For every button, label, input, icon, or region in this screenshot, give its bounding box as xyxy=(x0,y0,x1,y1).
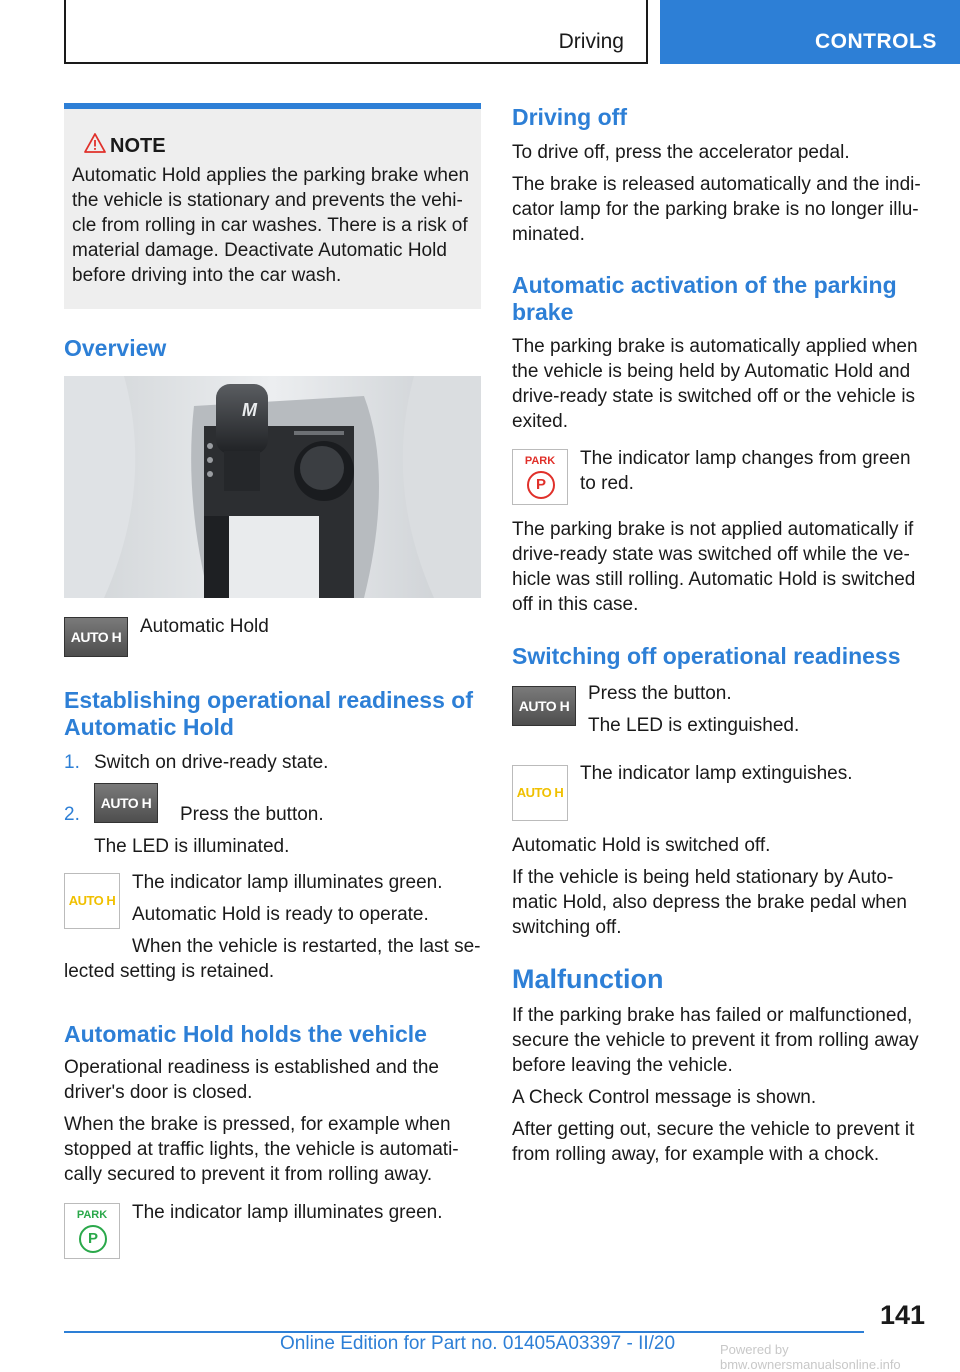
malfunction-paragraph-1: If the parking brake has failed or malfunctioned, secure the vehicle to prevent it from rolling away before leaving the vehicle. xyxy=(512,1005,919,1076)
malfunction-heading: Malfunction xyxy=(512,964,664,994)
auto-h-button-icon: AUTO H xyxy=(64,617,128,657)
park-indicator-lamp-icon xyxy=(64,1203,120,1259)
driving-off-heading: Driving off xyxy=(512,104,627,130)
led-illuminated-text: The LED is illuminated. xyxy=(94,836,290,857)
establishing-heading: Establishing operational readiness of Automatic Hold xyxy=(64,687,473,740)
restart-text-line1: When the vehicle is restarted, the last se- xyxy=(132,936,481,957)
park-lamp-symbol: P xyxy=(527,471,555,499)
note-body: Automatic Hold applies the parking brake when the vehicle is stationary and prevents the vehi-cle from rolling in car washes. There is a risk of material damage. Deactivate Automatic Hold before driving into the car wash. xyxy=(72,165,470,286)
footer-watermark: Powered by bmw.ownersmanualsonline.info xyxy=(720,1342,901,1372)
footer-edition: Online Edition for Part no. 01405A03397 - II/20 xyxy=(280,1333,676,1354)
step-2-text: Press the button. xyxy=(180,804,324,825)
auto-h-button-icon: AUTO H xyxy=(512,686,576,726)
overview-heading: Overview xyxy=(64,335,167,361)
lamp-green-text: The indicator lamp illuminates green. xyxy=(132,872,443,893)
switching-off-press-text: Press the button. xyxy=(588,683,732,704)
center-console-illustration xyxy=(64,376,481,598)
switching-off-paragraph-1: Automatic Hold is switched off. xyxy=(512,835,771,856)
switching-off-heading: Switching off operational readiness xyxy=(512,643,901,669)
ready-to-operate-text: Automatic Hold is ready to operate. xyxy=(132,904,429,925)
malfunction-paragraph-2: A Check Control message is shown. xyxy=(512,1087,817,1108)
holds-paragraph-2: When the brake is pressed, for example when stopped at traffic lights, the vehicle is automati-cally secured to prevent it from rolling away. xyxy=(64,1114,459,1185)
malfunction-paragraph-3: After getting out, secure the vehicle to prevent it from rolling away, for example with a chock. xyxy=(512,1119,915,1165)
auto-activation-heading: Automatic activation of the parking brake xyxy=(512,272,897,325)
page-number: 141 xyxy=(880,1300,926,1330)
auto-h-indicator-lamp-icon: AUTO H xyxy=(64,873,120,929)
photo-logo: M xyxy=(242,400,257,420)
led-extinguished-text: The LED is extinguished. xyxy=(588,715,800,736)
lamp-extinguishes-text: The indicator lamp extinguishes. xyxy=(580,763,853,784)
note-title: NOTE xyxy=(110,135,166,157)
header-chapter-tab: CONTROLS xyxy=(660,0,960,64)
auto-h-indicator-lamp-icon: AUTO H xyxy=(512,765,568,821)
overview-caption: Automatic Hold xyxy=(140,616,269,637)
holds-lamp-text: The indicator lamp illuminates green. xyxy=(132,1202,443,1223)
restart-text-line2: lected setting is retained. xyxy=(64,961,275,982)
note-box xyxy=(64,103,481,309)
park-indicator-lamp-icon xyxy=(512,449,568,505)
header-box xyxy=(64,0,648,64)
auto-h-button-icon: AUTO H xyxy=(94,783,158,823)
header-section-title: Driving xyxy=(558,30,624,53)
step-1-text: Switch on drive-ready state. xyxy=(94,752,329,773)
switching-off-paragraph-2: If the vehicle is being held stationary by Auto-matic Hold, also depress the brake pedal when switching off. xyxy=(512,867,908,938)
holds-heading: Automatic Hold holds the vehicle xyxy=(64,1021,427,1047)
driving-off-paragraph-1: To drive off, press the accelerator pedal. xyxy=(512,142,850,163)
auto-activation-lamp-text: The indicator lamp changes from green to red. xyxy=(580,448,911,494)
auto-activation-paragraph-1: The parking brake is automatically applied when the vehicle is being held by Automatic Hold and drive-ready state is switched off or the vehicle is exited. xyxy=(512,336,918,432)
step-2-number: 2. xyxy=(64,804,80,825)
park-lamp-symbol: P xyxy=(79,1225,107,1253)
driving-off-paragraph-2: The brake is released automatically and the indi-cator lamp for the parking brake is no longer illu-minated. xyxy=(512,174,921,245)
warning-triangle-icon xyxy=(84,133,106,153)
park-lamp-word: PARK xyxy=(76,1209,108,1221)
park-lamp-word: PARK xyxy=(524,455,556,467)
step-1-number: 1. xyxy=(64,752,80,773)
auto-activation-paragraph-2: The parking brake is not applied automatically if drive-ready state was switched off while the ve-hicle was still rolling. Automatic Hold is switched off in this case. xyxy=(512,519,916,615)
center-console-photo xyxy=(64,376,481,598)
holds-paragraph-1: Operational readiness is established and the driver's door is closed. xyxy=(64,1057,439,1103)
